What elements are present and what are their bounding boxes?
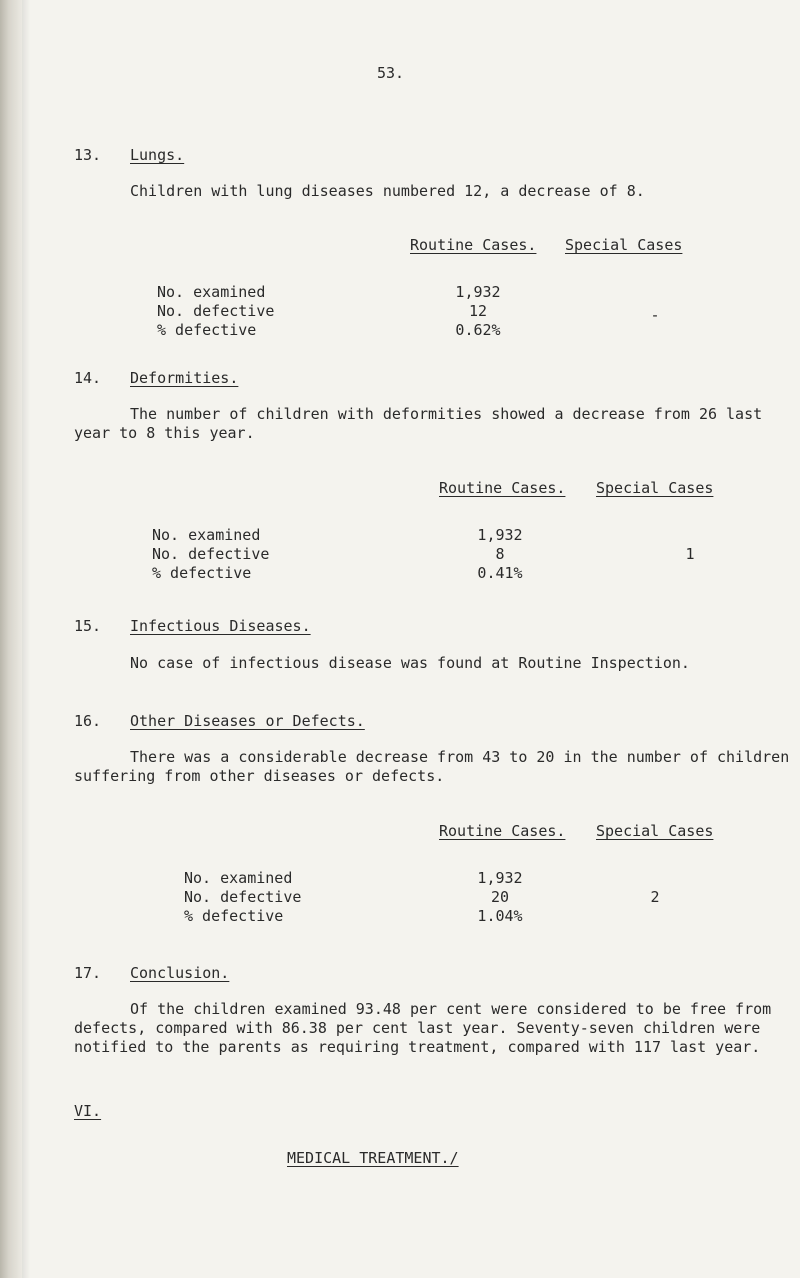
section-16-row-special: 2 [650,888,660,906]
section-14-row-label: No. examined [152,526,261,544]
section-17-text-line: defects, compared with 86.38 per cent last year. Seventy-seven children were [74,1019,761,1037]
section-13-row-routine: 0.62% [455,321,501,339]
section-14-number: 14. [74,369,102,387]
section-16-row-routine: 1.04% [477,907,523,925]
section-14-text-line: year to 8 this year. [74,424,255,442]
page-number: 53. [377,64,405,82]
section-14-text-line: The number of children with deformities showed a decrease from 26 last [130,405,763,423]
section-16-row-label: % defective [184,907,284,925]
section-13-row-routine: 12 [468,302,488,320]
catchword-medical-treatment: MEDICAL TREATMENT./ [287,1149,459,1167]
section-13-col-routine: Routine Cases. [410,236,537,254]
section-16-text-line: suffering from other diseases or defects. [74,767,445,785]
section-13-row-label: No. defective [157,302,275,320]
section-14-row-routine: 0.41% [477,564,523,582]
section-13-number: 13. [74,146,102,164]
section-14-row-label: No. defective [152,545,270,563]
section-16-text-line: There was a considerable decrease from 43 to 20 in the number of children [130,748,790,766]
section-14-row-special: 1 [685,545,695,563]
section-13-row-label: % defective [157,321,257,339]
section-15-text: No case of infectious disease was found at Routine Inspection. [130,654,690,672]
section-13-row-routine: 1,932 [455,283,501,301]
section-17-number: 17. [74,964,102,982]
next-section-numeral: VI. [74,1102,102,1120]
section-14-row-routine: 8 [495,545,505,563]
section-16-row-label: No. examined [184,869,293,887]
section-16-row-routine: 1,932 [477,869,523,887]
section-16-heading: Other Diseases or Defects. [130,712,365,730]
section-16-number: 16. [74,712,102,730]
section-14-row-label: % defective [152,564,252,582]
section-14-row-routine: 1,932 [477,526,523,544]
section-13-heading: Lungs. [130,146,185,164]
section-16-col-routine: Routine Cases. [439,822,566,840]
section-16-row-routine: 20 [490,888,510,906]
section-13-row-special: - [650,306,660,324]
section-17-heading: Conclusion. [130,964,230,982]
section-15-heading: Infectious Diseases. [130,617,311,635]
section-14-col-routine: Routine Cases. [439,479,566,497]
section-13-text: Children with lung diseases numbered 12, a decrease of 8. [130,182,645,200]
section-14-heading: Deformities. [130,369,239,387]
section-15-number: 15. [74,617,102,635]
section-13-col-special: Special Cases [565,236,683,254]
page-binding-shadow [22,0,30,1278]
section-14-col-special: Special Cases [596,479,714,497]
page-binding-edge [0,0,22,1278]
section-16-row-label: No. defective [184,888,302,906]
section-17-text-line: notified to the parents as requiring treatment, compared with 117 last year. [74,1038,761,1056]
section-13-row-label: No. examined [157,283,266,301]
section-17-text-line: Of the children examined 93.48 per cent were considered to be free from [130,1000,772,1018]
section-16-col-special: Special Cases [596,822,714,840]
